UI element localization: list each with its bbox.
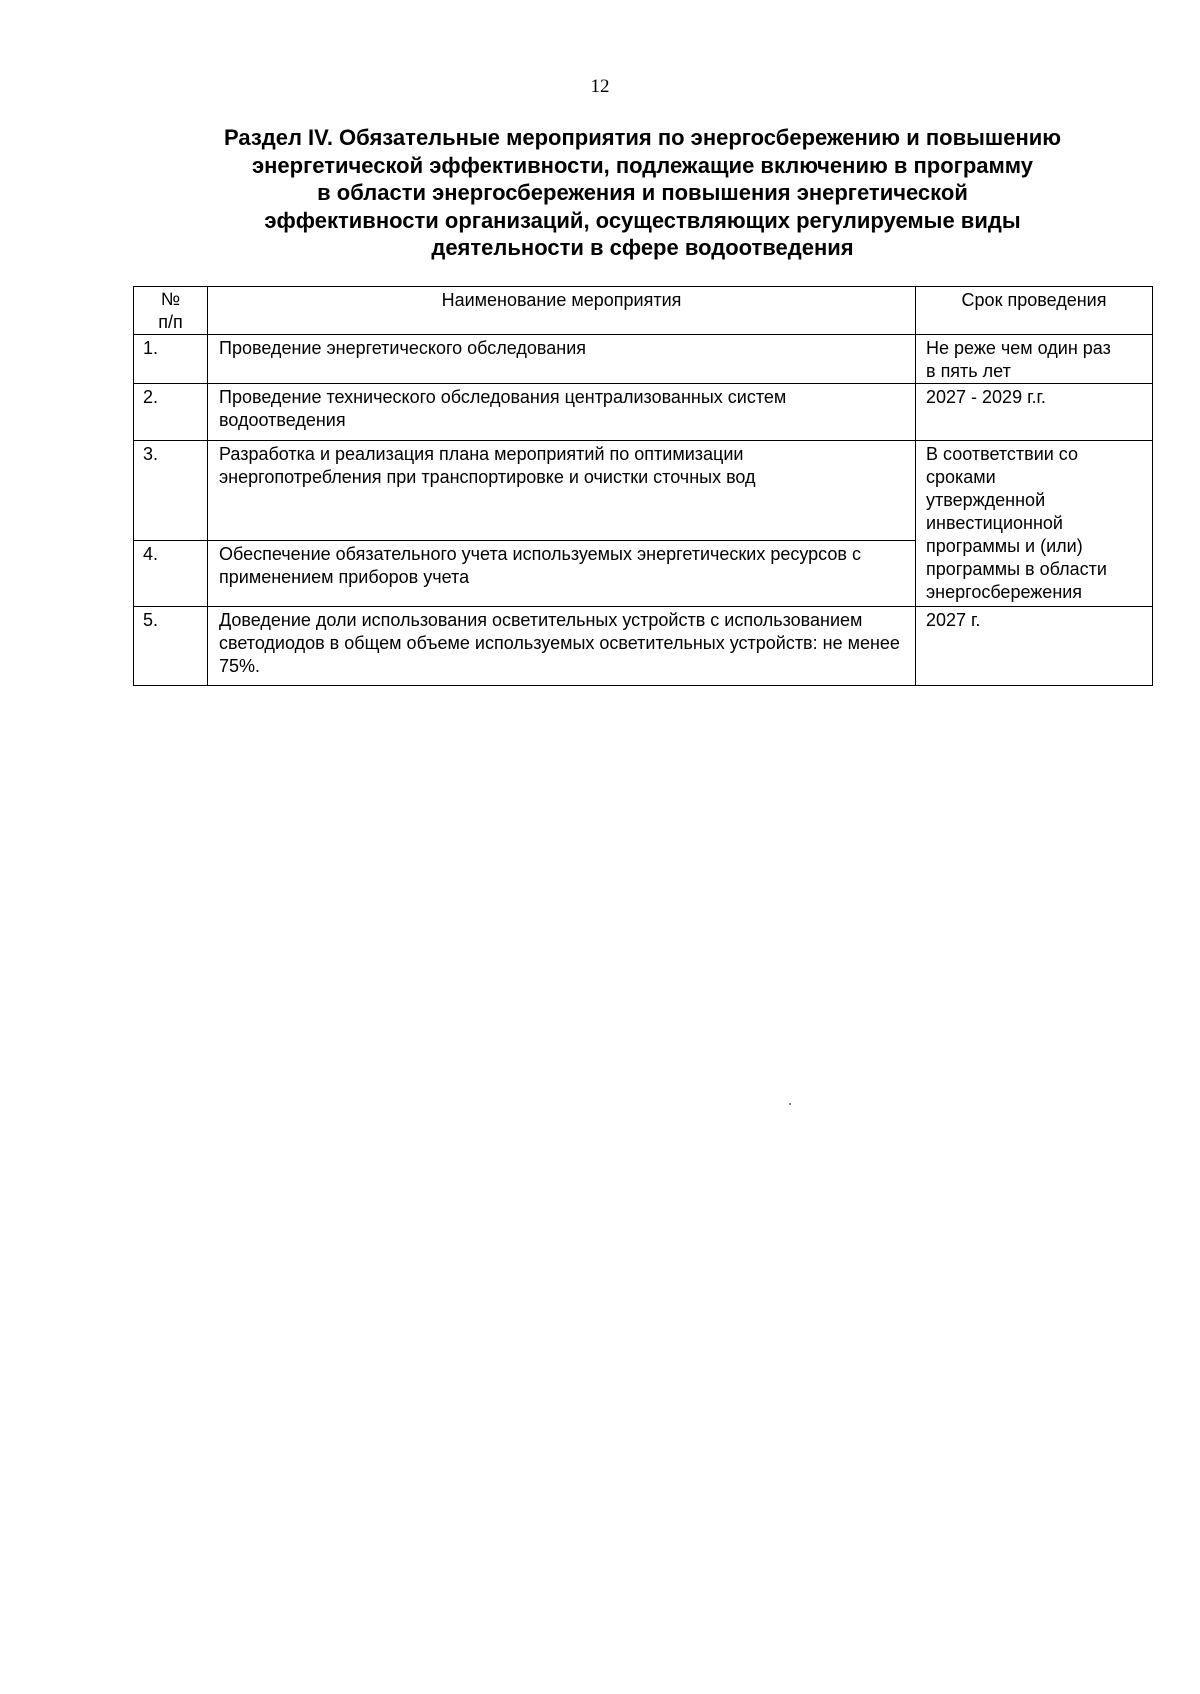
row-term <box>916 607 1153 686</box>
row-term-line: В соответствии со <box>926 444 1079 464</box>
header-number-sign: № <box>160 289 181 309</box>
table-row <box>134 335 1153 384</box>
row-term-line: в пять лет <box>926 361 1011 381</box>
row-term-line: утвержденной <box>926 490 1046 510</box>
header-number-pp: п/п <box>158 312 183 332</box>
row-measure-name: Проведение энергетического обследования <box>208 335 916 384</box>
row-number: 1. <box>134 335 208 384</box>
table-row <box>134 441 1153 541</box>
row-term-line: Не реже чем один раз <box>926 338 1111 358</box>
page-number: 12 <box>590 76 610 97</box>
row-number: 4. <box>134 541 208 607</box>
row-term-line: инвестиционной <box>926 513 1063 533</box>
row-number: 3. <box>134 441 208 541</box>
header-cell-name: Наименование мероприятия <box>208 287 916 335</box>
row-term-line: 2027 - 2029 г.г. <box>926 387 1046 407</box>
header-cell-term: Срок проведения <box>916 287 1153 335</box>
row-measure-name: Проведение технического обследования централизованных систем водоотведения <box>208 384 916 441</box>
row-term-line: сроками <box>926 467 996 487</box>
section-title-line: Раздел IV. Обязательные мероприятия по энергосбережению и повышению <box>223 125 1062 150</box>
table-header-row <box>134 287 1153 335</box>
section-title-line: энергетической эффективности, подлежащие включению в программу <box>251 152 1034 178</box>
row-number: 2. <box>134 384 208 441</box>
table-row <box>134 384 1153 441</box>
header-cell-number <box>134 287 208 335</box>
row-term-line: программы в области <box>926 559 1107 579</box>
row-measure-name: Обеспечение обязательного учета используемых энергетических ресурсов с применением приборов учета <box>208 541 916 607</box>
row-measure-name: Разработка и реализация плана мероприятий по оптимизации энергопотребления при транспортировке и очистки сточных вод <box>208 441 916 541</box>
section-title <box>160 124 1125 262</box>
section-title-line: эффективности организаций, осуществляющих регулируемые виды <box>264 207 1021 233</box>
row-term <box>916 335 1153 384</box>
section-title-line: деятельности в сфере водоотведения <box>431 235 854 260</box>
row-term-line: программы и (или) <box>926 536 1083 556</box>
scan-speck <box>789 1103 791 1105</box>
row-term-line: энергосбережения <box>926 582 1083 602</box>
table-row <box>134 607 1153 686</box>
measures-table <box>133 286 1153 686</box>
row-measure-name: Доведение доли использования осветительных устройств с использованием светодиодов в общем объеме используемых осветительных устройств: не менее 75%. <box>208 607 916 686</box>
row-number: 5. <box>134 607 208 686</box>
section-title-line: в области энергосбережения и повышения энергетической <box>317 180 968 205</box>
row-term <box>916 384 1153 441</box>
row-term-merged <box>916 441 1153 607</box>
row-term-line: 2027 г. <box>926 610 981 630</box>
